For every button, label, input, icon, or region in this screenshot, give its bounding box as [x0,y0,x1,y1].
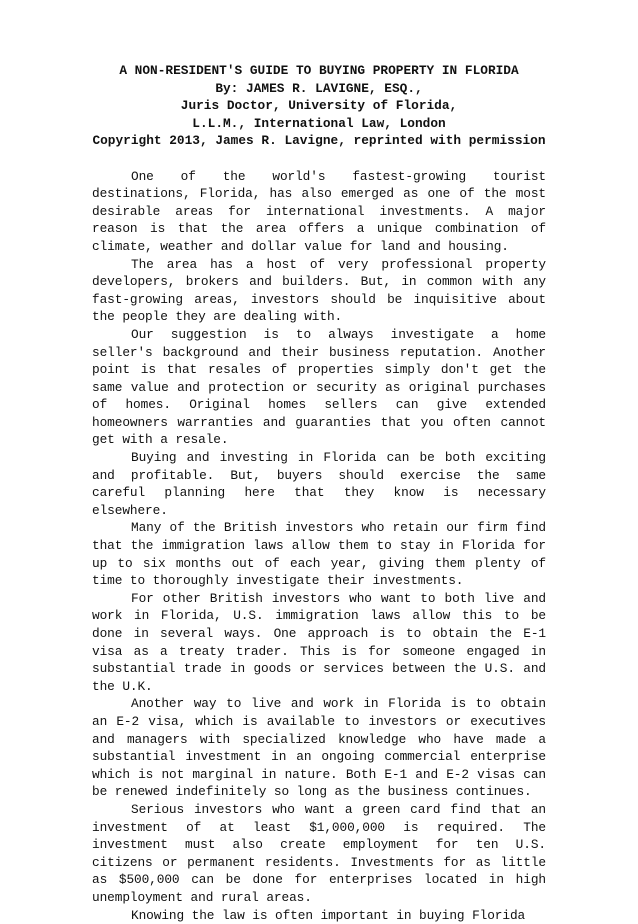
paragraph: One of the world's fastest-growing tourist destinations, Florida, has also emerged as one of the most desirable areas for international investments. A major reason is that the area offers a unique combination of climate, weather and dollar value for land and housing. [92,168,546,256]
document-body [92,168,546,924]
paragraph: Knowing the law is often important in buying Florida [92,907,546,924]
author-degree-jd: Juris Doctor, University of Florida, [92,97,546,115]
author-degree-llm: L.L.M., International Law, London [92,115,546,133]
author-byline: By: JAMES R. LAVIGNE, ESQ., [92,80,546,98]
paragraph: Another way to live and work in Florida is to obtain an E-2 visa, which is available to investors or executives and managers with specialized knowledge who have made a substantial investment in an ongoing commercial enterprise which is not marginal in nature. Both E-1 and E-2 visas can be renewed indefinitely so long as the business continues. [92,695,546,801]
paragraph: The area has a host of very professional property developers, brokers and builders. But, in common with any fast-growing areas, investors should be inquisitive about the people they are dealing with. [92,256,546,326]
document-header [92,62,546,150]
document-title: A NON-RESIDENT'S GUIDE TO BUYING PROPERTY IN FLORIDA [92,62,546,80]
paragraph: Many of the British investors who retain our firm find that the immigration laws allow them to stay in Florida for up to six months out of each year, giving them plenty of time to thoroughly investigate their investments. [92,519,546,589]
paragraph: For other British investors who want to both live and work in Florida, U.S. immigration laws allow this to be done in several ways. One approach is to obtain the E-1 visa as a treaty trader. This is for someone engaged in substantial trade in goods or services between the U.S. and the U.K. [92,590,546,696]
paragraph: Serious investors who want a green card find that an investment of at least $1,000,000 is required. The investment must also create employment for ten U.S. citizens or permanent residents. Investments for as little as $500,000 can be done for enterprises located in high unemployment and rural areas. [92,801,546,907]
paragraph: Our suggestion is to always investigate a home seller's background and their business reputation. Another point is that resales of properties simply don't get the same value and protection or security as original purchases of homes. Original homes sellers can give extended homeowners warranties and guaranties that you often cannot get with a resale. [92,326,546,449]
copyright-notice: Copyright 2013, James R. Lavigne, reprinted with permission [92,132,546,150]
paragraph: Buying and investing in Florida can be both exciting and profitable. But, buyers should exercise the same careful planning here that they know is necessary elsewhere. [92,449,546,519]
document-page [92,62,546,924]
